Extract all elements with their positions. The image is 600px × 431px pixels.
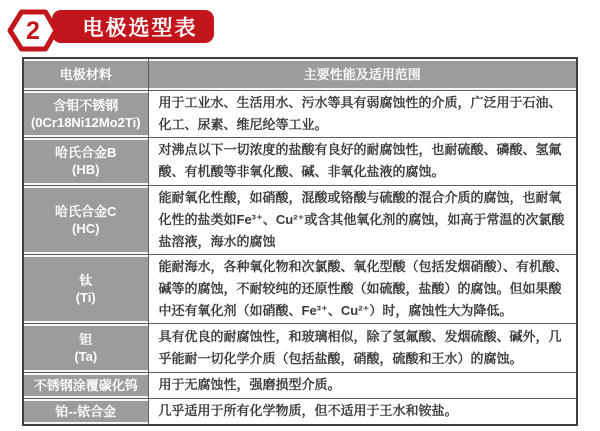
title-banner [52, 10, 214, 43]
material-cell [23, 185, 148, 254]
material-name: 哈氏合金C [55, 203, 117, 219]
number-badge [7, 9, 59, 52]
material-name: 钛 [79, 272, 93, 288]
table-row [23, 372, 577, 398]
table-row [23, 137, 577, 185]
table-row [23, 254, 577, 323]
badge-number: 2 [26, 17, 40, 45]
material-name: 哈氏合金B [55, 145, 117, 160]
description-cell: 用于工业水、生活用水、污水等具有弱腐蚀性的介质，广泛用于石油、化工、尿素、维尼纶等工业。 [148, 90, 577, 137]
description-cell: 对沸点以下一切浓度的盐酸有良好的耐腐蚀性，也耐硫酸、磷酸、氢氟酸、有机酸等非氧化酸、碱、非氧化盐液的腐蚀。 [148, 137, 577, 185]
col-header-material: 电极材料 [23, 58, 148, 90]
description-cell: 几乎适用于所有化学物质，但不适用于王水和铵盐。 [148, 398, 577, 425]
description-cell: 能耐氧化性酸，如硝酸，混酸或铬酸与硫酸的混合介质的腐蚀，也耐氧化性的盐类如Fe³⁺、Cu²⁺或含其他氧化剂的腐蚀，如高于常温的次氯酸盐溶液，海水的腐蚀 [148, 185, 577, 254]
material-cell [23, 254, 148, 323]
description-cell: 用于无腐蚀性，强磨损型介质。 [148, 372, 577, 398]
table-row [23, 398, 577, 425]
material-cell [23, 137, 148, 185]
material-grade: (HC) [72, 220, 100, 236]
material-cell [23, 398, 148, 425]
material-cell [23, 323, 148, 372]
description-cell: 具有优良的耐腐蚀性，和玻璃相似，除了氢氟酸、发烟硫酸、碱外，几乎能耐一切化学介质（包括盐酸，硝酸，硫酸和王水）的腐蚀。 [148, 323, 577, 372]
table-row [23, 185, 577, 254]
material-name: 钽 [79, 331, 93, 347]
material-name: 不锈钢涂覆碳化钨 [33, 377, 138, 393]
material-grade: (HB) [72, 162, 100, 177]
description-cell: 能耐海水，各种氧化物和次氯酸、氧化型酸（包括发烟硝酸）、有机酸、碱等的腐蚀，不耐较纯的还原性酸（如硫酸，盐酸）的腐蚀。但如果酸中还有氧化剂（如硝酸、Fe³⁺、Cu²⁺）时，腐蚀性大为降低。 [148, 254, 577, 323]
table-row [23, 90, 577, 137]
banner-title: 电极选型表 [82, 16, 198, 40]
material-cell [23, 372, 148, 398]
table-row [23, 323, 577, 372]
material-grade: (Ta) [74, 348, 98, 364]
material-name: 铂--铱合金 [55, 403, 117, 419]
electrode-selection-table [22, 57, 578, 426]
material-grade: (0Cr18Ni12Mo2Ti) [30, 114, 141, 130]
material-cell [23, 90, 148, 137]
material-name: 含钼不锈钢 [53, 97, 119, 113]
table-header-row [23, 58, 577, 90]
material-grade: (Ti) [75, 289, 96, 305]
col-header-performance: 主要性能及适用范围 [148, 58, 577, 90]
